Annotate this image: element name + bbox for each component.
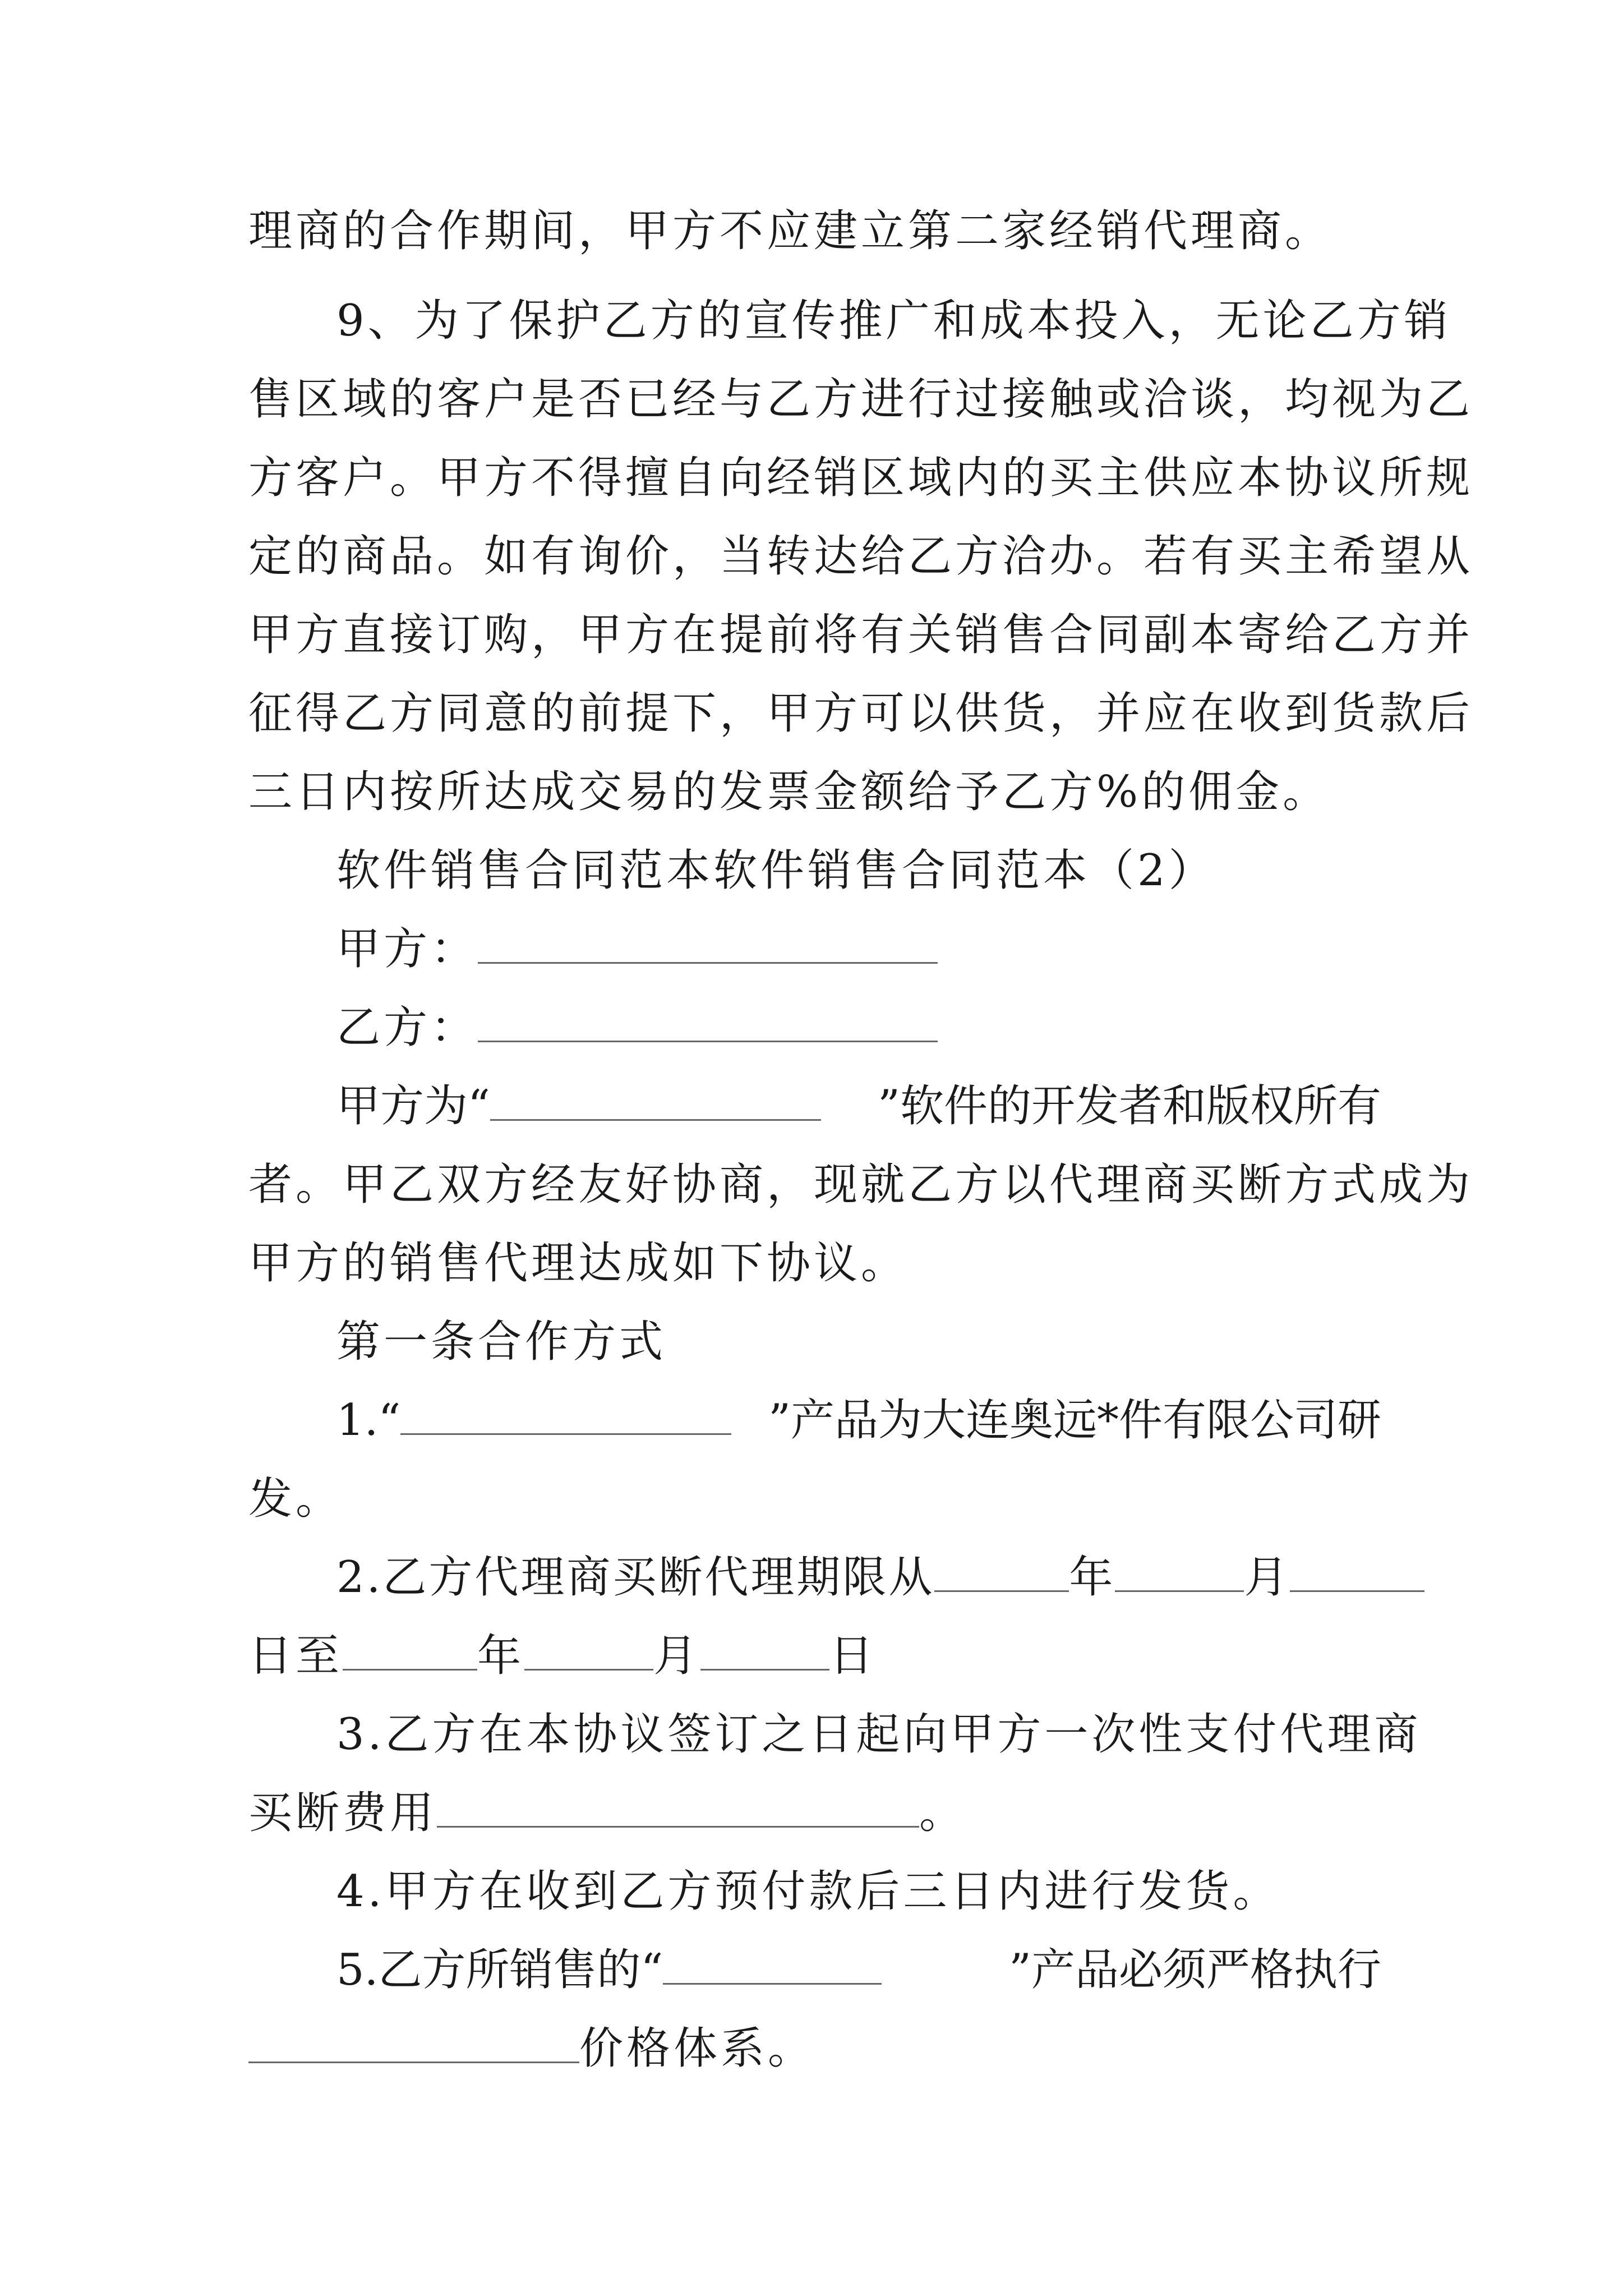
start-day-blank xyxy=(1290,1556,1424,1592)
preamble-text-2: ”软件的开发者和版权所有 xyxy=(878,1081,1381,1131)
software-name-blank xyxy=(490,1084,821,1121)
year-label: 年 xyxy=(477,1631,525,1681)
paragraph-line: 定的商品。如有询价，当转达给乙方洽办。若有买主希望从 xyxy=(248,531,1474,582)
item-1-text-1: 1.“ xyxy=(336,1395,401,1446)
paragraph-line: 者。甲乙双方经友好协商，现就乙方以代理商买断方式成为 xyxy=(248,1159,1474,1210)
party-a-line xyxy=(336,921,1381,977)
end-month-blank xyxy=(524,1634,653,1671)
paragraph-line: 理商的合作期间，甲方不应建立第二家经销代理商。 xyxy=(248,206,1332,256)
article-heading: 第一条合作方式 xyxy=(336,1317,667,1367)
item-1-line xyxy=(336,1392,1381,1448)
month-label: 月 xyxy=(653,1631,701,1681)
paragraph-line: 发。 xyxy=(248,1474,343,1524)
paragraph-line: 售区域的客户是否已经与乙方进行过接触或洽谈，均视为乙 xyxy=(248,374,1474,425)
item-2-text: 2.乙方代理商买断代理期限从 xyxy=(336,1552,935,1603)
clause-9-line: 9、为了保护乙方的宣传推广和成本投入，无论乙方销 xyxy=(336,296,1451,346)
item-5-continued xyxy=(248,2021,1381,2077)
preamble-text-1: 甲方为“ xyxy=(336,1081,490,1131)
item-5-line xyxy=(336,1942,1381,1998)
item-2-continued xyxy=(248,1628,1381,1684)
item-3-line: 3.乙方在本协议签订之日起向甲方一次性支付代理商 xyxy=(336,1709,1422,1760)
item-5-text-2: ”产品必须严格执行 xyxy=(1009,1945,1381,1995)
buyout-fee-label: 买断费用 xyxy=(248,1788,437,1838)
period-mark: 。 xyxy=(919,1788,967,1838)
item-4-line: 4.甲方在收到乙方预付款后三日内进行发货。 xyxy=(336,1866,1280,1917)
item-2-line xyxy=(336,1549,1381,1605)
day-to-label: 日至 xyxy=(248,1631,343,1681)
party-a-blank xyxy=(478,927,938,964)
preamble-line xyxy=(336,1078,1381,1134)
year-label: 年 xyxy=(1069,1552,1115,1603)
paragraph-line: 甲方直接订购，甲方在提前将有关销售合同副本寄给乙方并 xyxy=(248,610,1474,660)
product-blank xyxy=(663,1948,882,1985)
party-a-label: 甲方： xyxy=(336,924,478,974)
item-3-continued xyxy=(248,1785,1381,1841)
paragraph-line: 征得乙方同意的前提下，甲方可以供货，并应在收到货款后 xyxy=(248,688,1474,739)
start-year-blank xyxy=(934,1556,1069,1592)
party-b-blank xyxy=(478,1006,938,1042)
contract-title: 软件销售合同范本软件销售合同范本（2） xyxy=(336,845,1216,896)
end-year-blank xyxy=(343,1634,477,1671)
party-b-line xyxy=(336,1000,1381,1056)
start-month-blank xyxy=(1115,1556,1244,1592)
paragraph-line: 方客户。甲方不得擅自向经销区域内的买主供应本协议所规 xyxy=(248,453,1474,503)
paragraph-line: 三日内按所达成交易的发票金额给予乙方%的佣金。 xyxy=(248,767,1330,817)
day-label: 日 xyxy=(829,1631,877,1681)
price-system-blank xyxy=(248,2027,579,2063)
item-5-text-1: 5.乙方所销售的“ xyxy=(336,1945,663,1995)
buyout-fee-blank xyxy=(437,1791,919,1828)
end-day-blank xyxy=(700,1634,829,1671)
price-system-label: 价格体系。 xyxy=(579,2023,815,2074)
item-1-text-2: ”产品为大连奥远*件有限公司研 xyxy=(768,1395,1381,1446)
paragraph-line: 甲方的销售代理达成如下协议。 xyxy=(248,1238,909,1289)
month-label: 月 xyxy=(1244,1552,1290,1603)
party-b-label: 乙方： xyxy=(336,1002,478,1053)
product-name-blank xyxy=(400,1398,731,1435)
